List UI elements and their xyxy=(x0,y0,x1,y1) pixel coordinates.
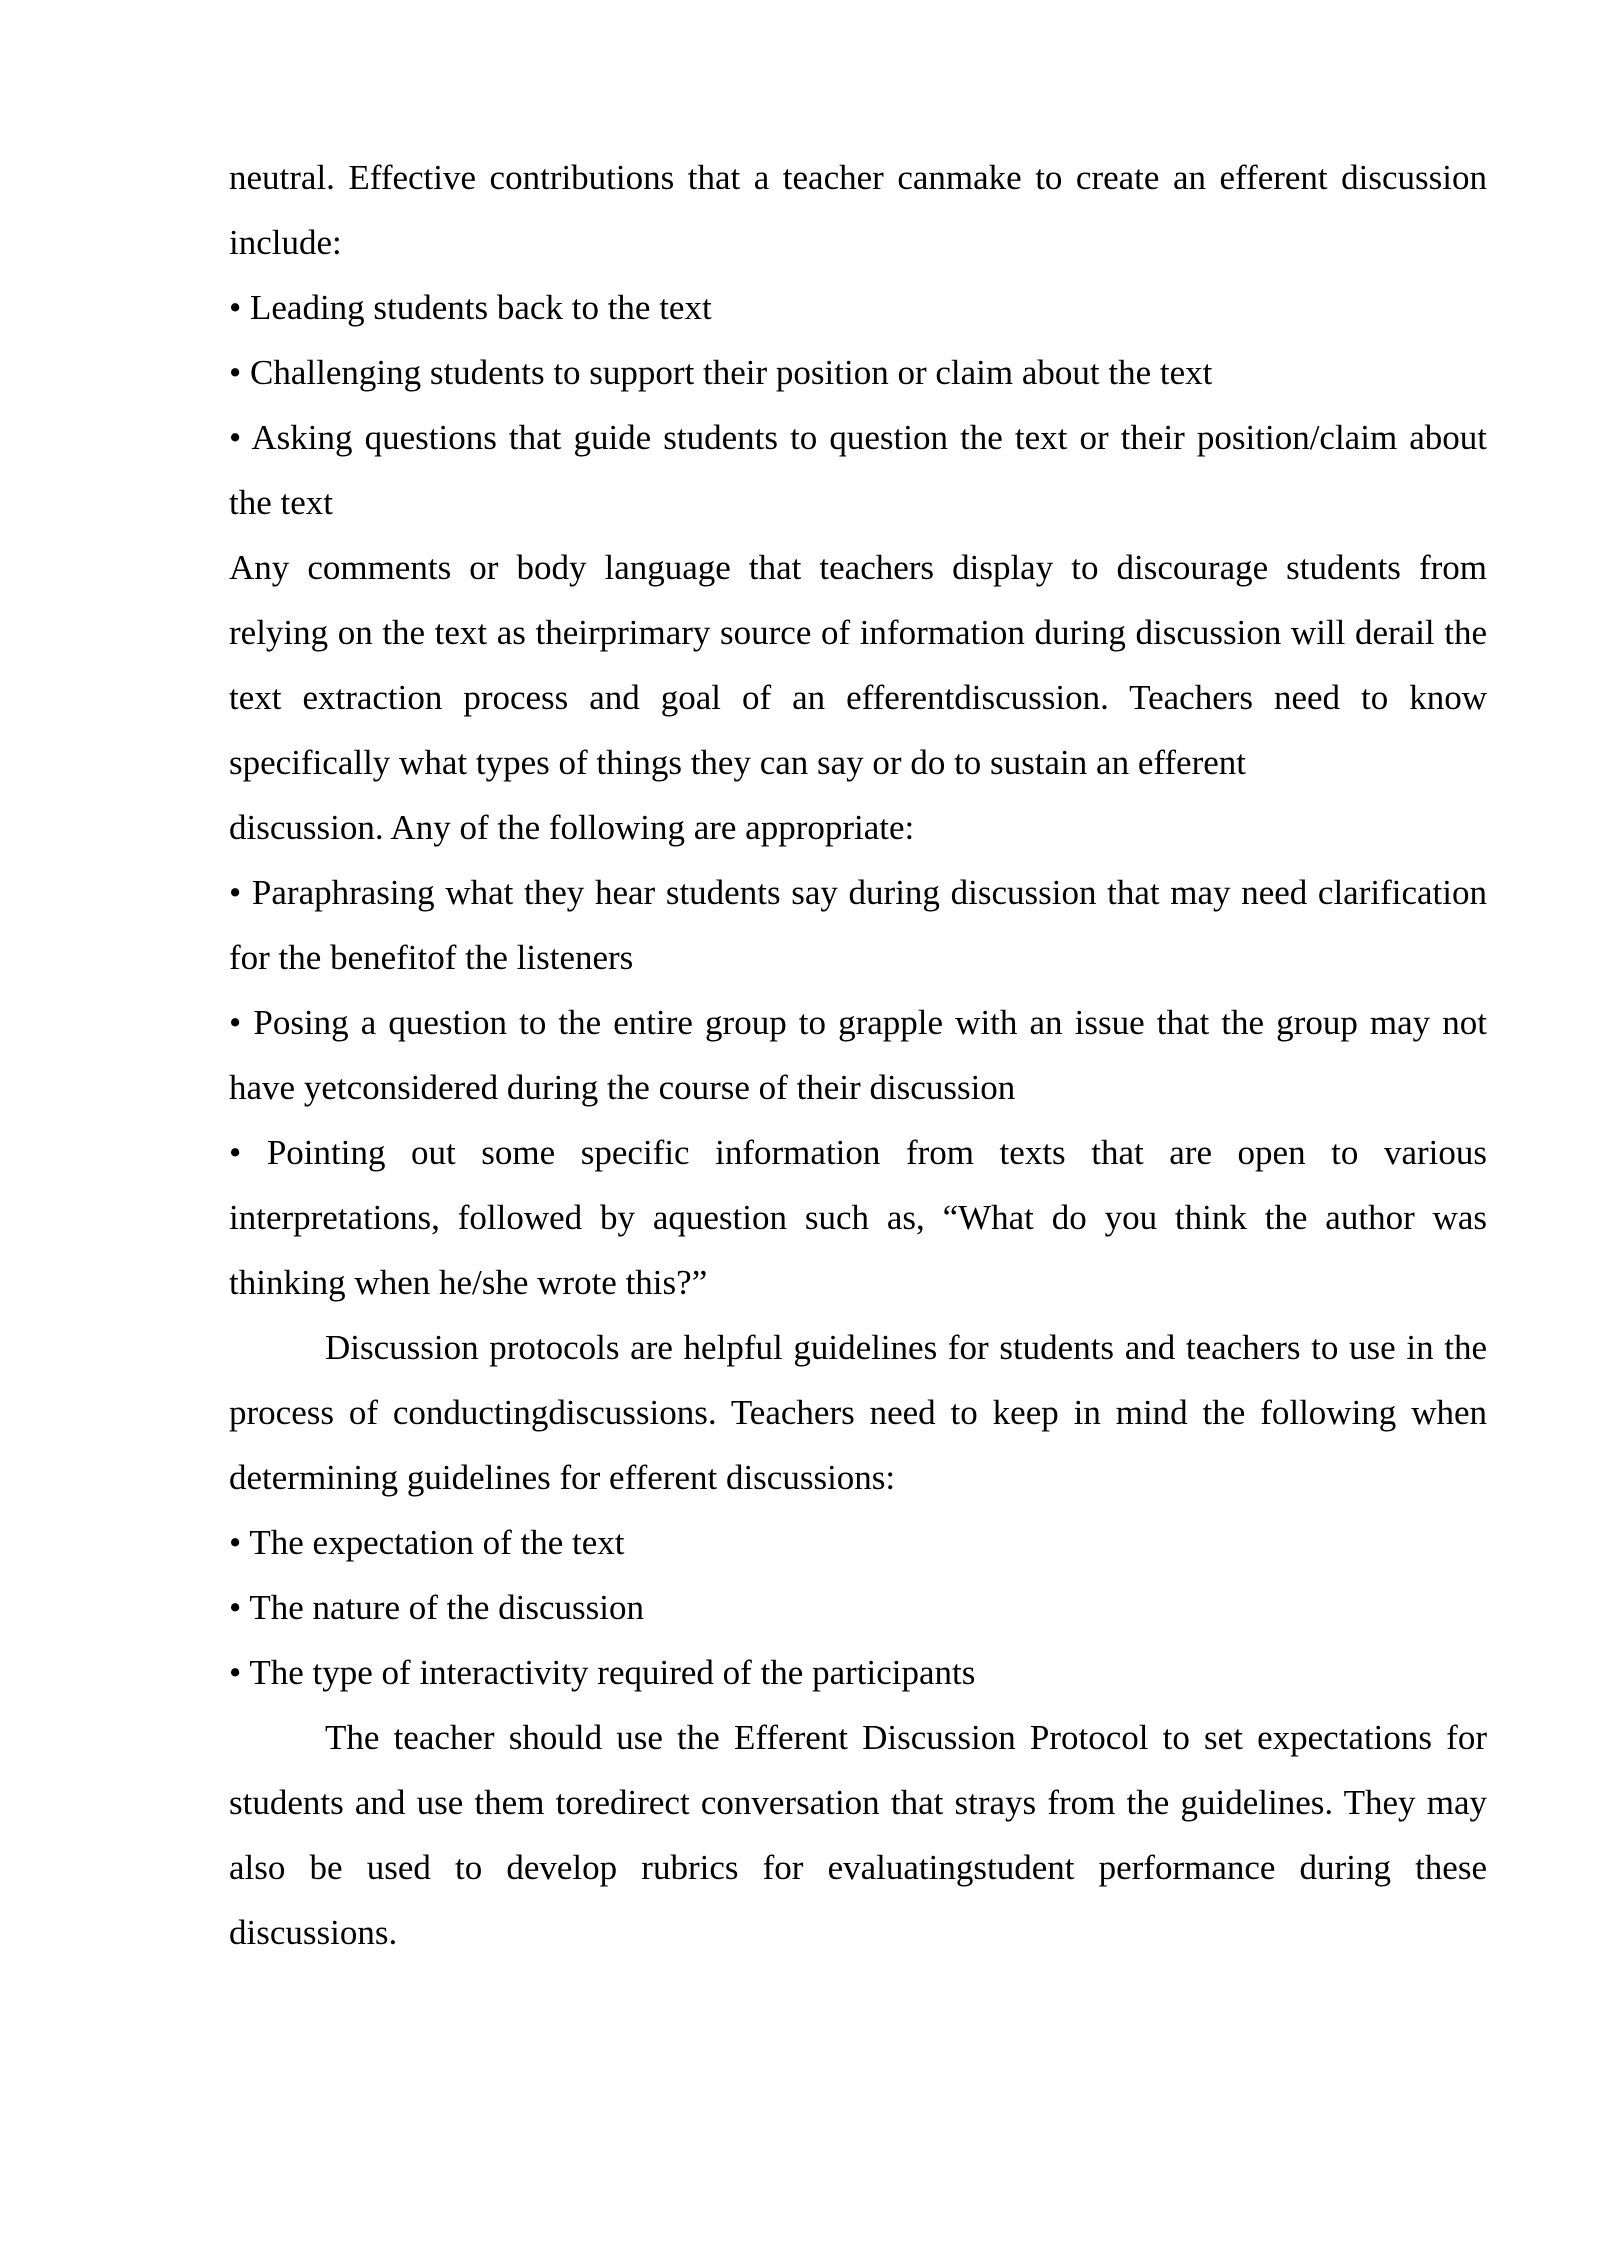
bullet-nature: • The nature of the discussion xyxy=(229,1588,644,1627)
paragraph-body-language: Any comments or body language that teachers display to discourage students from relying on the text as theirprimary source of information during discussion will derail the text extraction process and goal of an efferentdiscussion. Teachers need to know specifically what types of things they can say or do to sustain an efferent xyxy=(229,548,1487,782)
bullet-challenging-students: • Challenging students to support their position or claim about the text xyxy=(229,353,1213,392)
bullet-paraphrasing: • Paraphrasing what they hear students say during discussion that may need clarification for the benefitof the listeners xyxy=(229,873,1487,977)
bullet-expectation: • The expectation of the text xyxy=(229,1523,625,1562)
document-body xyxy=(229,145,1487,1965)
bullet-asking-questions: • Asking questions that guide students to question the text or their position/claim about the text xyxy=(229,418,1487,522)
bullet-pointing-out: • Pointing out some specific information from texts that are open to various interpretations, followed by aquestion such as, “What do you think the author was thinking when he/she wrote this?” xyxy=(229,1133,1487,1302)
bullet-interactivity: • The type of interactivity required of the participants xyxy=(229,1653,976,1692)
paragraph-appropriate: discussion. Any of the following are appropriate: xyxy=(229,808,915,847)
paragraph-intro: neutral. Effective contributions that a teacher canmake to create an efferent discussion include: xyxy=(229,158,1487,262)
paragraph-efferent-protocol: The teacher should use the Efferent Discussion Protocol to set expectations for students and use them toredirect conversation that strays from the guidelines. They may also be used to develop rubrics for evaluatingstudent performance during these discussions. xyxy=(229,1718,1487,1952)
bullet-leading-students: • Leading students back to the text xyxy=(229,288,712,327)
paragraph-discussion-protocols: Discussion protocols are helpful guidelines for students and teachers to use in the process of conductingdiscussions. Teachers need to keep in mind the following when determining guidelines for efferent discussions: xyxy=(229,1328,1487,1497)
bullet-posing-question: • Posing a question to the entire group to grapple with an issue that the group may not have yetconsidered during the course of their discussion xyxy=(229,1003,1487,1107)
